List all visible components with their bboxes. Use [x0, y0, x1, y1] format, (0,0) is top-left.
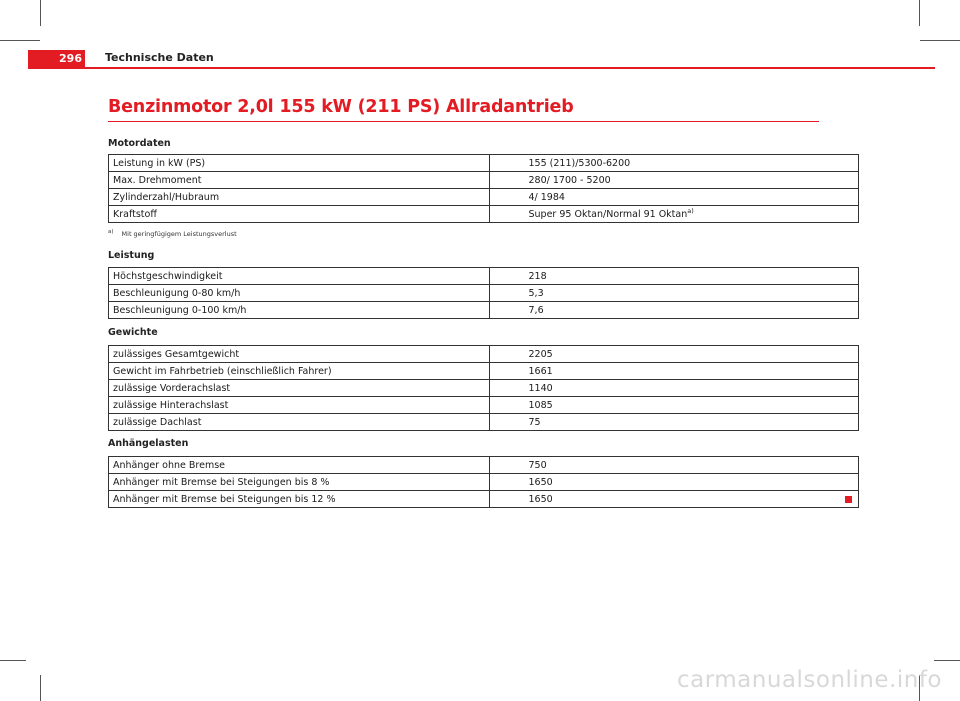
- row-value: 280/ 1700 - 5200: [489, 172, 858, 189]
- row-value: 7,6: [489, 302, 858, 319]
- section-heading-motordaten: Motordaten: [108, 138, 171, 149]
- gewichte-table: [108, 345, 859, 431]
- value-text: Super 95 Oktan/Normal 91 Oktan: [528, 208, 688, 220]
- page-number: 296: [28, 50, 85, 68]
- crop-mark: [40, 675, 41, 701]
- row-value: 2205: [489, 346, 858, 363]
- footnote-mark: a): [108, 229, 114, 235]
- row-label: Zylinderzahl/Hubraum: [109, 189, 490, 206]
- row-value: 750: [489, 457, 858, 474]
- section-heading-gewichte: Gewichte: [108, 327, 158, 338]
- title-rule: [108, 121, 819, 122]
- row-value: 1140: [489, 380, 858, 397]
- row-label: zulässiges Gesamtgewicht: [109, 346, 490, 363]
- row-label: Gewicht im Fahrbetrieb (einschließlich Fahrer): [109, 363, 490, 380]
- footnote-reference: a): [687, 206, 694, 215]
- table-row: [109, 172, 859, 189]
- row-label: Beschleunigung 0-80 km/h: [109, 285, 490, 302]
- row-value: 1650: [489, 491, 858, 508]
- section-end-marker-icon: [845, 496, 852, 503]
- row-label: Beschleunigung 0-100 km/h: [109, 302, 490, 319]
- crop-mark: [920, 40, 960, 41]
- row-value: 218: [489, 268, 858, 285]
- table-row: [109, 155, 859, 172]
- row-label: zulässige Dachlast: [109, 414, 490, 431]
- row-label: zulässige Hinterachslast: [109, 397, 490, 414]
- row-label: Anhänger mit Bremse bei Steigungen bis 8 %: [109, 474, 490, 491]
- crop-mark: [919, 0, 920, 26]
- crop-mark: [0, 660, 26, 661]
- footnote: [108, 229, 237, 238]
- row-label: Anhänger ohne Bremse: [109, 457, 490, 474]
- table-row: [109, 206, 859, 223]
- table-row: [109, 397, 859, 414]
- row-label: zulässige Vorderachslast: [109, 380, 490, 397]
- row-value: 75: [489, 414, 858, 431]
- header-rule: [28, 67, 935, 69]
- row-label: Kraftstoff: [109, 206, 490, 223]
- watermark: carmanualsonline.info: [676, 667, 942, 693]
- table-row: [109, 189, 859, 206]
- table-row: [109, 414, 859, 431]
- row-label: Höchstgeschwindigkeit: [109, 268, 490, 285]
- row-value: [489, 206, 858, 223]
- table-row: [109, 285, 859, 302]
- row-value: 5,3: [489, 285, 858, 302]
- table-row: [109, 457, 859, 474]
- table-row: [109, 346, 859, 363]
- section-heading-leistung: Leistung: [108, 250, 155, 261]
- crop-mark: [40, 0, 41, 26]
- page-title: Benzinmotor 2,0l 155 kW (211 PS) Allradantrieb: [108, 97, 574, 117]
- footnote-text: Mit geringfügigem Leistungsverlust: [121, 230, 237, 238]
- row-value: 1650: [489, 474, 858, 491]
- anhaengelasten-table: [108, 456, 859, 508]
- row-value: 155 (211)/5300-6200: [489, 155, 858, 172]
- leistung-table: [108, 267, 859, 319]
- crop-mark: [0, 40, 40, 41]
- motordaten-table: [108, 154, 859, 223]
- row-value: 1661: [489, 363, 858, 380]
- table-row: [109, 380, 859, 397]
- running-title: Technische Daten: [105, 51, 214, 64]
- crop-mark: [934, 660, 960, 661]
- row-label: Anhänger mit Bremse bei Steigungen bis 12 %: [109, 491, 490, 508]
- table-row: [109, 268, 859, 285]
- table-row: [109, 491, 859, 508]
- table-row: [109, 302, 859, 319]
- row-value: 1085: [489, 397, 858, 414]
- section-heading-anhaengelasten: Anhängelasten: [108, 438, 189, 449]
- row-label: Max. Drehmoment: [109, 172, 490, 189]
- row-value: 4/ 1984: [489, 189, 858, 206]
- row-label: Leistung in kW (PS): [109, 155, 490, 172]
- table-row: [109, 363, 859, 380]
- table-row: [109, 474, 859, 491]
